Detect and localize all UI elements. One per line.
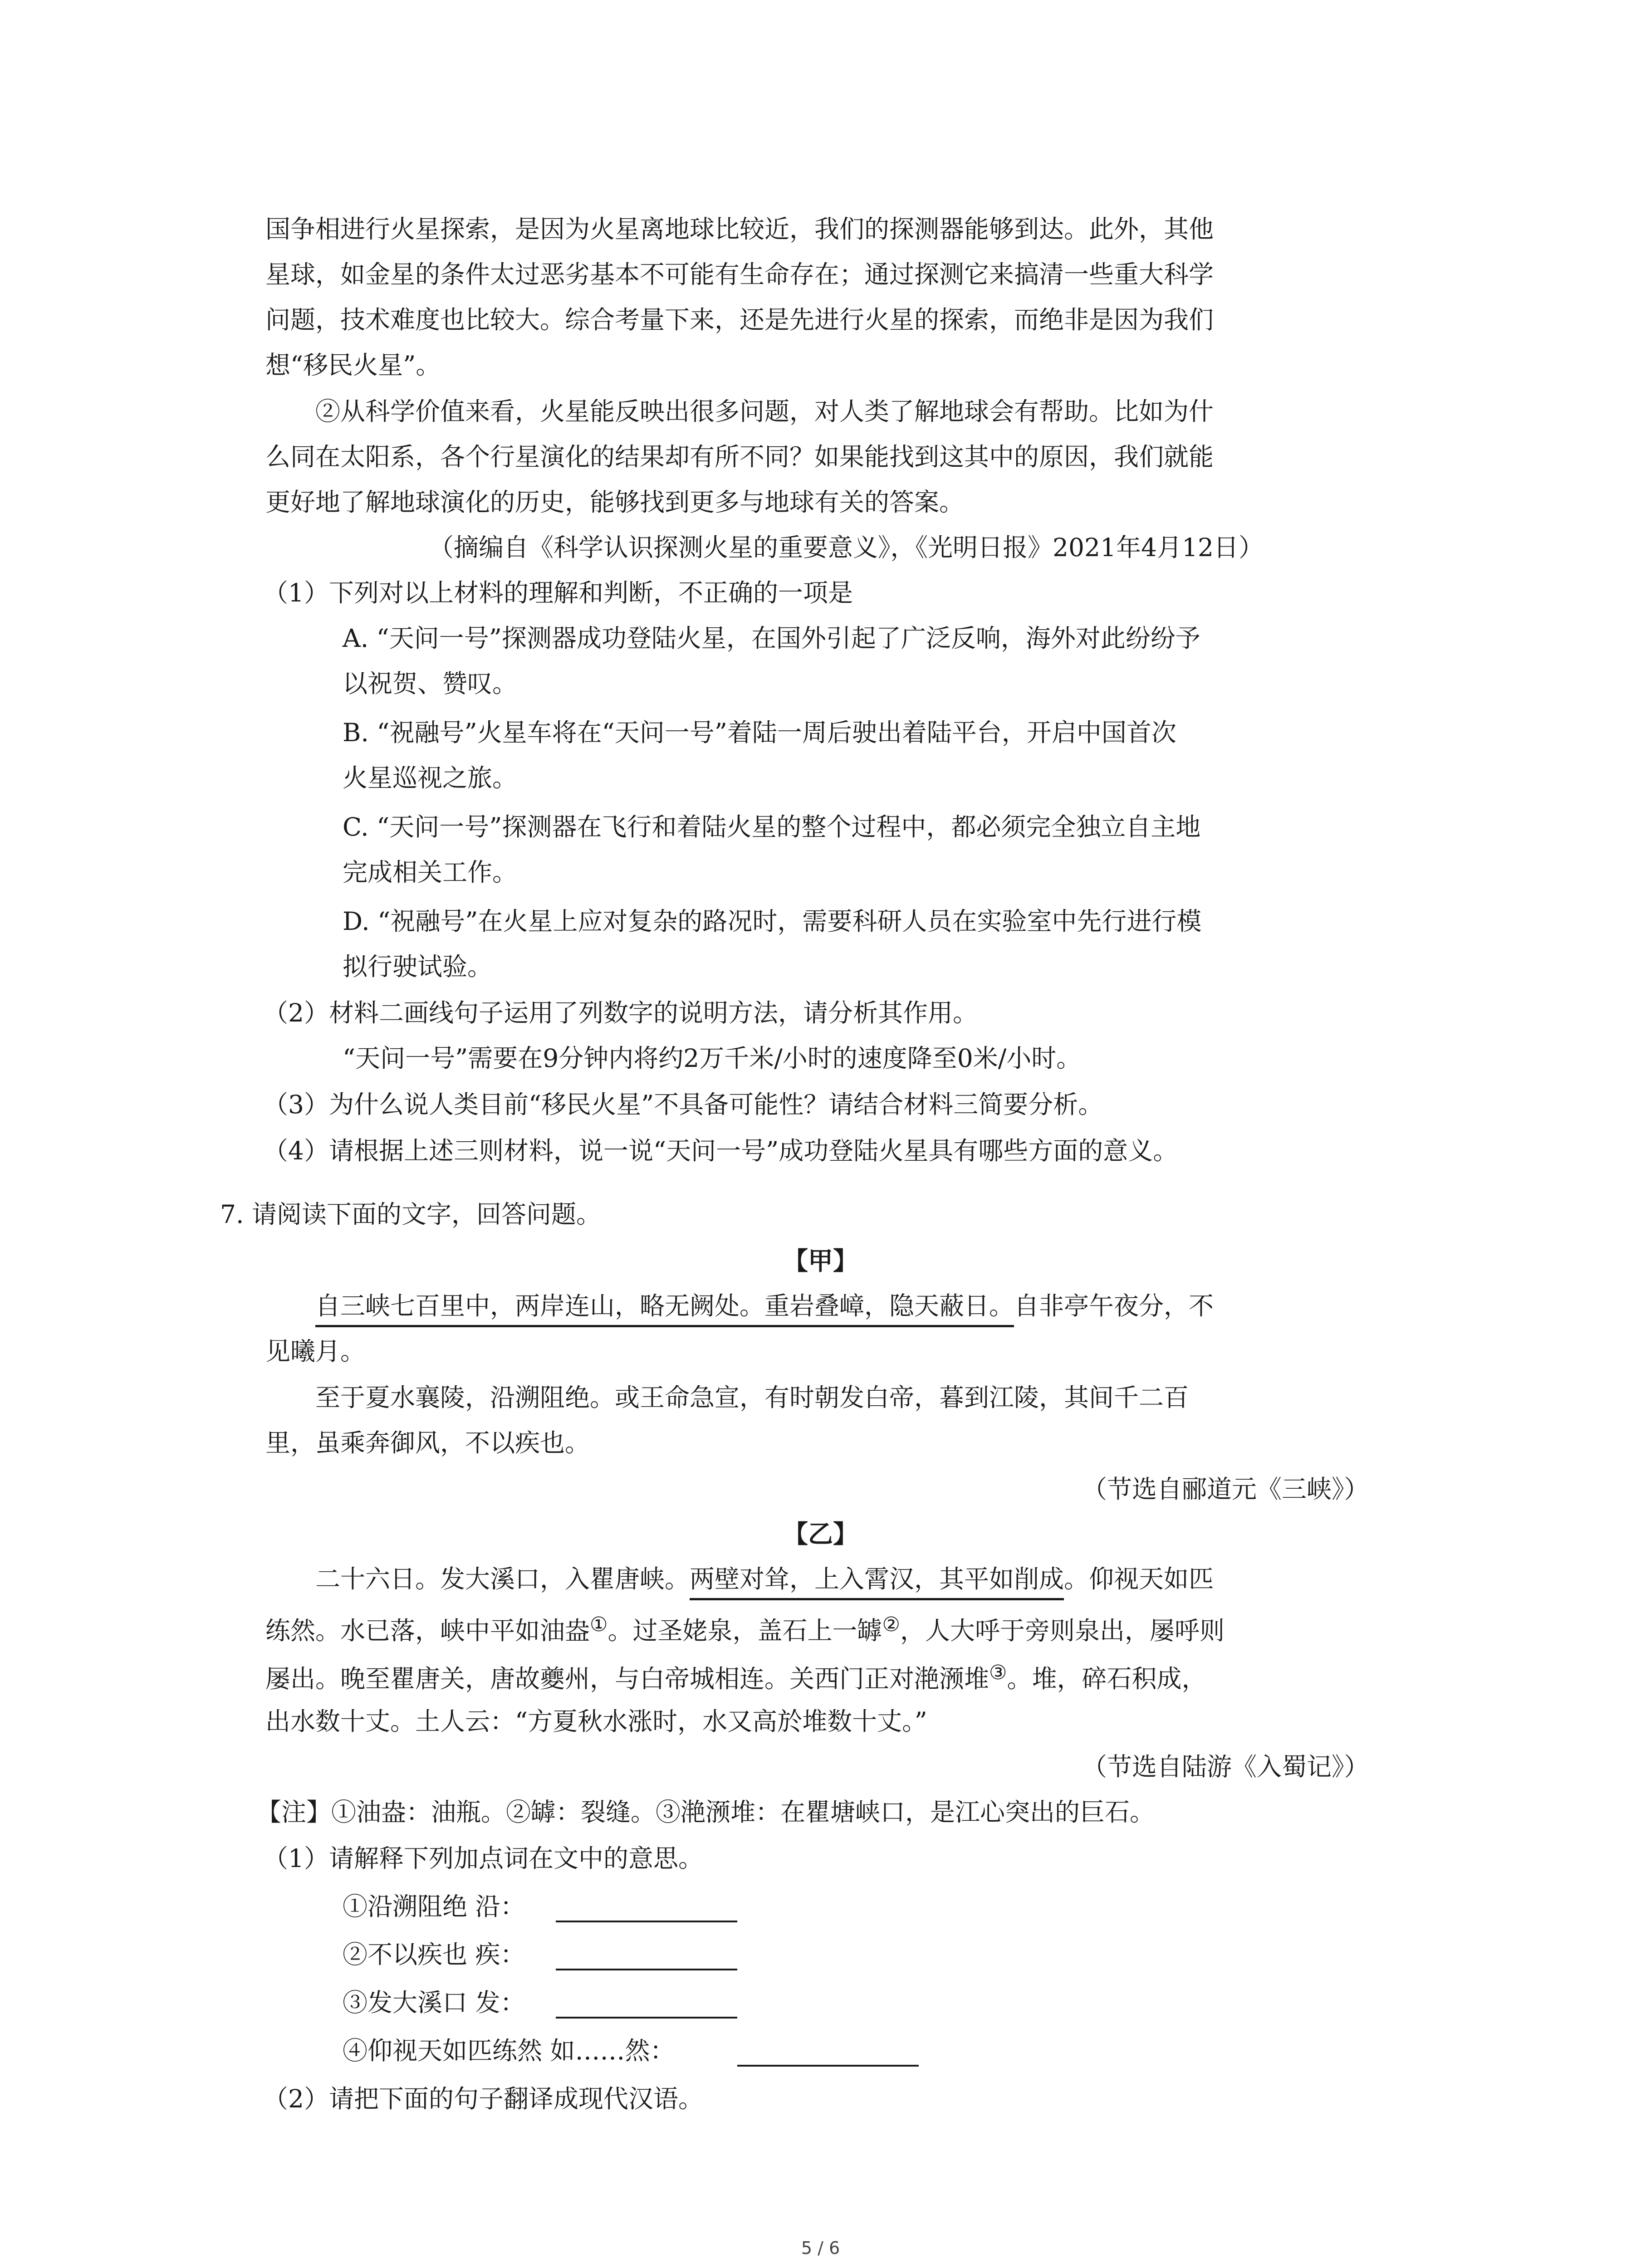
q6-option-a: A. “天问一号”探测器成功登陆火星，在国外引起了广泛反响，海外对此纷纷予	[343, 624, 1200, 653]
q7-yi-text: 。堆，碎石积成，	[1007, 1664, 1207, 1693]
q7-yi-heading: 【乙】	[783, 1519, 858, 1549]
q7-sub1-prompt: （1）请解释下列加点词在文中的意思。	[263, 1844, 703, 1873]
q6-option-d-cont: 拟行驶试验。	[343, 952, 493, 981]
q7-jia-line: 至于夏水襄陵，沿溯阻绝。或王命急宣，有时朝发白帝，暮到江陵，其间千二百	[315, 1383, 1189, 1412]
q7-vocab-item: ②不以疾也 疾：	[343, 1940, 525, 1969]
q7-jia-line	[315, 1291, 1214, 1320]
q7-jia-underlined: 自三峡七百里中，两岸连山，略无阙处。重岩叠嶂，隐天蔽日。	[315, 1291, 1014, 1327]
passage-source: （摘编自《科学认识探测火星的重要意义》，《光明日报》2021年4月12日）	[429, 533, 1264, 562]
passage-line: ②从科学价值来看，火星能反映出很多问题，对人类了解地球会有帮助。比如为什	[315, 397, 1214, 426]
q6-option-b-cont: 火星巡视之旅。	[343, 763, 518, 792]
q7-jia-heading: 【甲】	[783, 1246, 858, 1276]
q6-sub3-prompt: （3）为什么说人类目前“移民火星”不具备可能性？请结合材料三简要分析。	[263, 1090, 1103, 1119]
q7-yi-source: （节选自陆游《入蜀记》）	[1082, 1752, 1369, 1781]
page-number: 5 / 6	[801, 2238, 840, 2258]
q7-jia-source: （节选自郦道元《三峡》）	[1082, 1475, 1369, 1504]
passage-line: 国争相进行火星探索，是因为火星离地球比较近，我们的探测器能够到达。此外，其他	[265, 215, 1214, 244]
answer-blank[interactable]	[556, 2017, 737, 2019]
q7-vocab-item: ①沿溯阻绝 沿：	[343, 1892, 525, 1921]
q7-yi-underlined: 两壁对耸，上入霄汉，其平如削成	[690, 1564, 1064, 1600]
q6-option-c-cont: 完成相关工作。	[343, 858, 518, 887]
note-ref-1: ①	[590, 1613, 608, 1636]
q7-yi-text: ，人大呼于旁则泉出，屡呼则	[900, 1616, 1225, 1645]
q7-yi-text: 屡出。晚至瞿唐关，唐故夔州，与白帝城相连。关西门正对滟滪堆	[265, 1664, 989, 1693]
q7-yi-text: 。过圣姥泉，盖石上一罅	[607, 1616, 882, 1645]
q6-option-d: D. “祝融号”在火星上应对复杂的路况时，需要科研人员在实验室中先行进行模	[343, 907, 1202, 936]
passage-line: 星球，如金星的条件太过恶劣基本不可能有生命存在；通过探测它来搞清一些重大科学	[265, 260, 1214, 289]
q7-jia-text: 自非亭午夜分，不	[1014, 1291, 1214, 1320]
passage-line: 问题，技术难度也比较大。综合考量下来，还是先进行火星的探索，而绝非是因为我们	[265, 305, 1214, 334]
q7-yi-line	[265, 1615, 1225, 1643]
q7-jia-line: 见曦月。	[265, 1337, 366, 1366]
q7-yi-text: 。仰视天如匹	[1064, 1564, 1214, 1593]
note-ref-2: ②	[882, 1613, 900, 1636]
q7-yi-line: 出水数十丈。土人云：“方夏秋水涨时，水又高於堆数十丈。”	[265, 1707, 927, 1736]
q7-yi-text: 练然。水已落，峡中平如油盎	[265, 1616, 590, 1645]
passage-line: 么同在太阳系，各个行星演化的结果却有所不同？如果能找到这其中的原因，我们就能	[265, 442, 1214, 471]
answer-blank[interactable]	[556, 1969, 737, 1970]
q7-yi-line	[265, 1663, 1206, 1691]
q6-option-c: C. “天问一号”探测器在飞行和着陆火星的整个过程中，都必须完全独立自主地	[343, 812, 1201, 841]
q7-yi-text: 二十六日。发大溪口，入瞿唐峡。	[315, 1564, 690, 1593]
q7-vocab-item: ③发大溪口 发：	[343, 1988, 525, 2017]
answer-blank[interactable]	[556, 1921, 737, 1922]
q6-sub1-prompt: （1）下列对以上材料的理解和判断，不正确的一项是	[263, 578, 853, 607]
q6-option-b: B. “祝融号”火星车将在“天问一号”着陆一周后驶出着陆平台，开启中国首次	[343, 718, 1176, 747]
q7-yi-line	[315, 1564, 1214, 1593]
answer-blank[interactable]	[737, 2065, 919, 2067]
q7-title: 7. 请阅读下面的文字，回答问题。	[220, 1200, 601, 1229]
q6-sub2-prompt: （2）材料二画线句子运用了列数字的说明方法，请分析其作用。	[263, 998, 978, 1027]
passage-line: 更好地了解地球演化的历史，能够找到更多与地球有关的答案。	[265, 488, 965, 517]
q7-vocab-item: ④仰视天如匹练然 如……然：	[343, 2036, 675, 2065]
q7-note: 【注】①油盎：油瓶。②罅：裂缝。③滟滪堆：在瞿塘峡口，是江心突出的巨石。	[256, 1798, 1155, 1827]
q6-sub2-quote: “天问一号”需要在9分钟内将约2万千米/小时的速度降至0米/小时。	[343, 1044, 1082, 1073]
q6-option-a-cont: 以祝贺、赞叹。	[343, 669, 518, 698]
q7-sub2-prompt: （2）请把下面的句子翻译成现代汉语。	[263, 2084, 703, 2113]
passage-line: 想“移民火星”。	[265, 351, 441, 380]
q7-jia-line: 里，虽乘奔御风，不以疾也。	[265, 1428, 590, 1457]
note-ref-3: ③	[989, 1661, 1007, 1684]
q6-sub4-prompt: （4）请根据上述三则材料，说一说“天问一号”成功登陆火星具有哪些方面的意义。	[263, 1136, 1178, 1165]
